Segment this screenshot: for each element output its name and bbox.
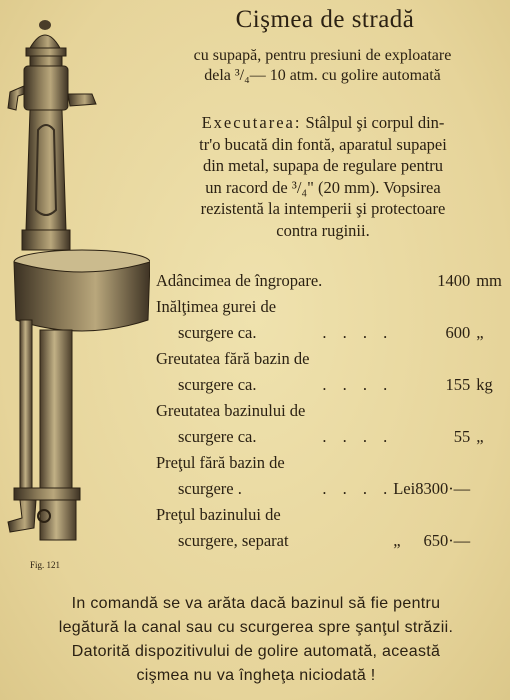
spec-row bbox=[156, 294, 502, 320]
figure-caption: Fig. 121 bbox=[30, 560, 61, 570]
execution-line: contra ruginii. bbox=[276, 220, 370, 240]
spec-unit: „ bbox=[476, 323, 484, 342]
subtitle-line: dela ³/₄— 10 atm. cu golire automată bbox=[204, 67, 441, 84]
execution-line: tr'o bucată din fontă, aparatul supapei bbox=[199, 134, 447, 154]
order-note bbox=[12, 592, 500, 688]
spec-row bbox=[156, 346, 502, 372]
spec-value bbox=[415, 346, 476, 372]
spec-value bbox=[415, 450, 476, 476]
spec-unit bbox=[476, 476, 502, 502]
spec-unit bbox=[476, 398, 502, 424]
spec-label: Adâncimea de îngropare. bbox=[156, 271, 323, 290]
spec-row bbox=[156, 268, 502, 294]
spec-row bbox=[156, 424, 502, 450]
spec-row bbox=[156, 528, 502, 554]
spec-dots bbox=[322, 528, 393, 554]
spec-unit bbox=[476, 294, 502, 320]
spec-value: 600 bbox=[445, 323, 471, 342]
spec-value: 650·— bbox=[423, 531, 471, 550]
street-fountain-illustration bbox=[0, 0, 150, 560]
spec-label: Greutatea fără bazin de bbox=[156, 349, 310, 368]
subtitle-line: cu supapă, pentru presiuni de exploatare bbox=[193, 47, 452, 64]
execution-line: rezistentă la intemperii şi protectoare bbox=[200, 199, 446, 218]
spec-unit bbox=[476, 450, 502, 476]
specifications-table bbox=[156, 268, 502, 554]
spec-currency bbox=[393, 424, 415, 450]
spec-row bbox=[156, 398, 502, 424]
spec-unit bbox=[476, 528, 502, 554]
execution-line: un racord de ³/₄" (20 mm). Vopsirea bbox=[205, 177, 441, 197]
spec-value: 155 bbox=[445, 375, 471, 394]
spec-row bbox=[156, 450, 502, 476]
execution-description bbox=[148, 112, 498, 241]
spec-dots: . . . . bbox=[322, 479, 394, 498]
spec-currency bbox=[393, 294, 415, 320]
spec-label: scurgere ca. bbox=[178, 375, 257, 394]
spec-dots bbox=[322, 294, 393, 320]
spec-value bbox=[415, 294, 476, 320]
page-title: Cişmea de stradă bbox=[235, 6, 415, 33]
order-note-line: In comandă se va arăta dacă bazinul să fie pentru bbox=[71, 595, 441, 612]
spec-currency bbox=[393, 398, 415, 424]
spec-unit: „ bbox=[476, 427, 484, 446]
spec-value bbox=[415, 502, 476, 528]
order-note-line: legătură la canal sau cu scurgerea spre şanţul străzii. bbox=[58, 619, 454, 636]
spec-row bbox=[156, 372, 502, 398]
spec-label: scurgere, separat bbox=[178, 531, 289, 550]
spec-value bbox=[415, 398, 476, 424]
spec-currency bbox=[393, 502, 415, 528]
spec-dots: . . . . bbox=[322, 427, 394, 446]
spec-dots bbox=[322, 502, 393, 528]
spec-currency: „ bbox=[393, 531, 401, 550]
execution-lead: Executarea: bbox=[201, 113, 302, 132]
spec-value: 1400 bbox=[437, 271, 471, 290]
spec-label: scurgere ca. bbox=[178, 323, 257, 342]
spec-dots: . . . . bbox=[322, 323, 394, 342]
execution-line: din metal, supapa de regulare pentru bbox=[202, 156, 444, 175]
spec-dots bbox=[322, 398, 393, 424]
spec-unit: kg bbox=[476, 375, 493, 394]
spec-row bbox=[156, 476, 502, 502]
spec-currency: Lei bbox=[393, 479, 416, 498]
spec-label: Greutatea bazinului de bbox=[156, 401, 306, 420]
spec-row bbox=[156, 502, 502, 528]
spec-label: Preţul bazinului de bbox=[156, 505, 281, 524]
order-note-line: Datorită dispozitivului de golire automată, această bbox=[71, 643, 441, 660]
spec-label: scurgere . bbox=[178, 479, 242, 498]
spec-dots: . . . . bbox=[322, 375, 394, 394]
spec-label: scurgere ca. bbox=[178, 427, 257, 446]
subtitle bbox=[150, 46, 495, 86]
order-note-line: cişmea nu va îngheţa niciodată ! bbox=[136, 667, 376, 684]
spec-currency bbox=[393, 450, 415, 476]
spec-unit: mm bbox=[476, 271, 502, 290]
execution-line bbox=[148, 112, 498, 134]
spec-currency bbox=[393, 268, 415, 294]
spec-currency bbox=[393, 320, 415, 346]
spec-dots bbox=[322, 450, 393, 476]
spec-row bbox=[156, 320, 502, 346]
spec-dots bbox=[322, 268, 393, 294]
spec-currency bbox=[393, 372, 415, 398]
execution-text: Stâlpul şi corpul din- bbox=[305, 113, 445, 132]
spec-value: 8300·— bbox=[415, 479, 471, 498]
spec-value: 55 bbox=[453, 427, 471, 446]
spec-currency bbox=[393, 346, 415, 372]
spec-unit bbox=[476, 502, 502, 528]
spec-unit bbox=[476, 346, 502, 372]
spec-dots bbox=[322, 346, 393, 372]
spec-label: Preţul fără bazin de bbox=[156, 453, 285, 472]
spec-label: Inălţimea gurei de bbox=[156, 297, 277, 316]
